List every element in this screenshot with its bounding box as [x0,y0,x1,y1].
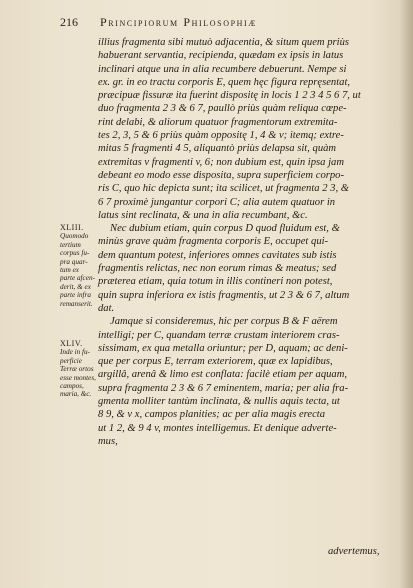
text-line: sissimam, ex qua metalla oriuntur; per D, aquam; ac deni- [98,342,348,354]
sidenote-line: Quomodo [60,232,89,241]
sidenote-line: maria, &c. [60,390,92,399]
sidenote-line: esse montes, [60,373,96,382]
text-line: inclinari atque una in alia recumbere debuerunt. Nempe si [98,63,347,75]
text-line: latus sint reclinata, & una in alia recumbant, &c. [98,209,308,221]
text-line: Nec dubium etiam, quin corpus D quod fluidum est, & [110,223,340,235]
sidenote-number: XLIII. [60,223,84,232]
body-text [98,36,388,448]
text-line: argillâ, arenâ & limo est conflata: facilè etiam per aquam, [98,369,348,381]
sidenote-line: derit, & ex [60,282,91,291]
text-line: duo fragmenta 2 3 & 6 7, paullò priùs quàm reliqua cœpe- [98,103,347,115]
sidenote-line: corpus fu- [60,249,90,258]
sidenote-xliii [60,224,100,308]
sidenote-line: parte infra [60,291,91,300]
text-line: 6 7 proximè jungantur corpori C; alia autem quatuor in [98,196,336,208]
text-line: ris C, quo hic depicta sunt; ita scilicet, ut fragmenta 2 3, & [98,183,349,195]
sidenote-line: parte afcen- [60,274,95,283]
text-line: supra fragmenta 2 3 & 6 7 eminentem, maria; per alia fra- [98,382,349,394]
text-line: habuerant servantia, recipienda, quædam ex ipsis in latus [98,50,344,62]
page-header [60,15,390,31]
running-title: Principiorum Philosophiæ [100,15,257,29]
text-line: mitas 5 fragmenti 4 5, aliquantò priùs delapsa sit, quàm [98,143,337,155]
text-line: gmenta molliter tantùm inclinata, & nullis aquis tecta, ut [98,396,340,408]
text-line: minùs grave quàm fragmenta corporis E, occupet qui- [98,236,329,248]
text-line: dat. [98,302,115,314]
text-line: dem quantum potest, inferiores omnes cavitates sub istis [98,249,337,261]
text-line: ut 1 2, & 9 4 v, montes intelligemus. Et denique adverte- [98,422,337,434]
text-line: præcipuæ fissuræ ita fuerint dispositę in locis 1 2 3 4 5 6 7, ut [98,90,361,102]
text-line: tes 2, 3, 5 & 6 priùs quàm oppositę 1, 4 & v; itemq; extre- [98,130,344,142]
sidenote-line: campos, [60,382,84,391]
sidenote-line: tum ex [60,266,79,275]
text-line: Jamque si consideremus, hic per corpus B & F aërem [110,316,338,328]
text-line: debeant eo modo esse disposita, supra superficiem corpo- [98,169,344,181]
text-line: rint delabi, & aliorum quatuor fragmentorum extremita- [98,116,338,128]
text-line: ex. gr. in eo tractu corporis E, quem hęc figura repręsentat, [98,76,351,88]
sidenote-line: pra quar- [60,257,88,266]
text-line: que per corpus E, terram exteriorem, quæ ex lapidibus, [98,356,333,368]
text-line: quin supra inferiora ex istis fragmentis, ut 2 3 & 6 7, altum [98,289,350,301]
sidenote-line: remanserit. [60,299,93,308]
text-line: mus, [98,435,118,447]
catchword: advertemus, [328,546,380,557]
text-line: 8 9, & v x, campos planities; ac per alia magis erecta [98,409,326,421]
sidenote-line: Terræ ortos [60,365,94,374]
sidenote-line: Inde in fu- [60,348,90,357]
sidenote-line: tertium [60,240,81,249]
sidenote-line: perficie [60,356,82,365]
text-line: præterea etiam, quia totum in illis contineri non potest, [98,276,333,288]
text-line: illius fragmenta sibi mutuò adjacentia, & situm quem priùs [98,37,350,48]
sidenote-number: XLIV. [60,339,83,348]
text-line: extremitas v fragmenti v, 6; non dubium est, quin ipsa jam [98,156,344,168]
text-line: fragmentis relictas, nec non eorum rimas & meatus; sed [98,263,337,275]
sidenote-xliv [60,340,100,399]
text-line: intelligi; per C, quandam terræ crustam interiorem cras- [98,329,340,341]
page-number: 216 [60,15,78,29]
